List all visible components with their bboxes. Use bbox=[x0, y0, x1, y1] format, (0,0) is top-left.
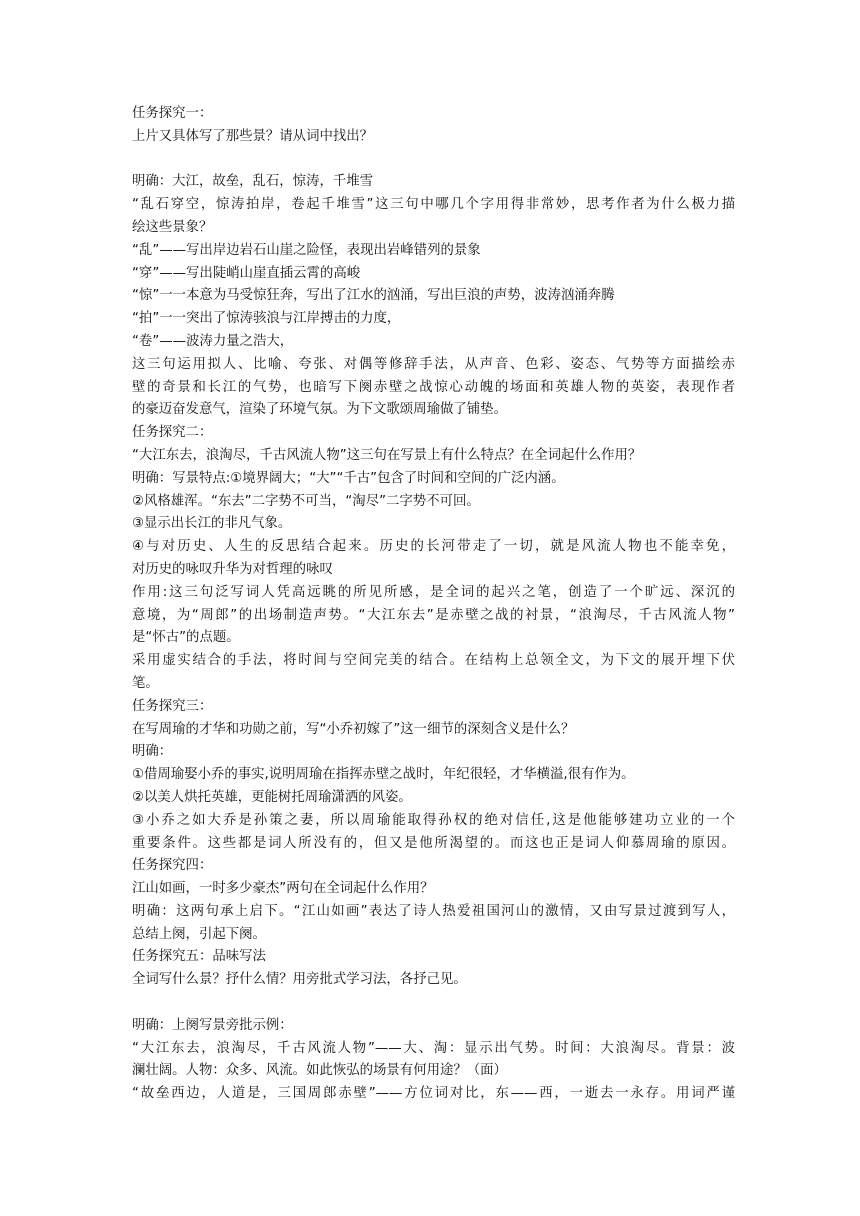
paragraph-line: 澜壮阔。人物：众多、风流。如此恢弘的场景有何用途？（面） bbox=[132, 1063, 507, 1079]
paragraph-line: 壁的奇景和长江的气势，也暗写下阕赤壁之战惊心动魄的场面和英雄人物的英姿，表现作者 bbox=[132, 379, 735, 395]
answer-line: 明确： bbox=[132, 744, 173, 760]
question-line: 江山如画，一时多少豪杰”两句在全词起什么作用？ bbox=[132, 881, 434, 897]
question-line: 在写周瑜的才华和功勋之前，写“小乔初嫁了”这一细节的深刻含义是什么？ bbox=[132, 721, 575, 737]
paragraph-line: 是“怀古”的点题。 bbox=[132, 630, 240, 646]
heading-task-1: 任务探究一： bbox=[132, 106, 213, 121]
paragraph-line: 重要条件。这些都是词人所没有的，但又是他所渴望的。而这也正是词人仰慕周瑜的原因。 bbox=[132, 835, 735, 851]
list-item: ②以美人烘托英雄，更能树托周瑜潇洒的风姿。 bbox=[132, 789, 412, 805]
analysis-line: “拍”一一突出了惊涛骇浪与江岸搏击的力度， bbox=[132, 311, 401, 327]
list-item: ③显示出长江的非凡气象。 bbox=[132, 516, 292, 532]
paragraph-line: “故垒西边，人道是，三国周郎赤壁”——方位词对比，东——西，一逝去一永存。用词严谨 bbox=[132, 1086, 735, 1102]
paragraph-line: 对历史的咏叹升华为对哲理的咏叹 bbox=[132, 561, 333, 577]
answer-line: 明确：大江，故垒，乱石，惊涛，千堆雪 bbox=[132, 174, 374, 190]
analysis-line: “惊”一一本意为马受惊狂奔，写出了江水的汹涌，写出巨浪的声势，波涛汹涌奔腾 bbox=[132, 288, 615, 304]
paragraph-line: 总结上阕，引起下阕。 bbox=[132, 926, 266, 942]
question-line: 上片又具体写了那些景？请从词中找出？ bbox=[132, 128, 374, 144]
paragraph-line: 采用虚实结合的手法，将时间与空间完美的结合。在结构上总领全文，为下文的展开埋下伏 bbox=[132, 653, 735, 669]
heading-task-2: 任务探究二： bbox=[132, 425, 213, 441]
list-item: ③小乔之如大乔是孙策之妻，所以周瑜能取得孙权的绝对信任,这是他能够建功立业的一个 bbox=[132, 812, 735, 828]
document-page bbox=[132, 103, 735, 1106]
analysis-line: “乱”——写出岸边岩石山崖之险怪，表现出岩峰错列的景象 bbox=[132, 242, 481, 258]
heading-task-5: 任务探究五：品味写法 bbox=[132, 949, 266, 965]
blank-line bbox=[132, 992, 735, 1015]
heading-task-3: 任务探究三： bbox=[132, 698, 213, 714]
answer-line: 明确：这两句承上启下。“江山如画”表达了诗人热爱祖国河山的激情，又由写景过渡到写人， bbox=[132, 903, 735, 919]
analysis-line: “卷”——波涛力量之浩大， bbox=[132, 333, 294, 349]
paragraph-line: 意境，为“周郎”的出场制造声势。“大江东去”是赤壁之战的衬景，“浪淘尽，千古风流人物” bbox=[132, 607, 735, 623]
analysis-line: “穿”——写出陡峭山崖直插云霄的高峻 bbox=[132, 265, 361, 281]
question-line: “大江东去，浪淘尽，千古风流人物”这三句在写景上有什么特点？在全词起什么作用？ bbox=[132, 447, 642, 463]
paragraph-line: 这三句运用拟人、比喻、夸张、对偶等修辞手法，从声音、色彩、姿态、气势等方面描绘赤 bbox=[132, 356, 735, 372]
list-item: ④与对历史、人生的反思结合起来。历史的长河带走了一切，就是风流人物也不能幸免， bbox=[132, 539, 735, 555]
question-line: 全词写什么景？抒什么情？用旁批式学习法，各抒己见。 bbox=[132, 972, 467, 988]
paragraph-line: 绘这些景象？ bbox=[132, 219, 213, 235]
list-item: ②风格雄浑。“东去”二字势不可当，“淘尽”二字势不可回。 bbox=[132, 493, 480, 509]
list-item: ①借周瑜娶小乔的事实,说明周瑜在指挥赤壁之战时，年纪很轻，才华横溢,很有作为。 bbox=[132, 767, 635, 783]
paragraph-line: 的豪迈奋发意气，渲染了环境气氛。为下文歌颂周瑜做了铺垫。 bbox=[132, 402, 507, 418]
paragraph-line: 笔。 bbox=[132, 675, 159, 691]
answer-line: 明确：写景特点:①境界阔大；“大”“千古”包含了时间和空间的广泛内涵。 bbox=[132, 470, 565, 486]
answer-line: 明确：上阕写景旁批示例： bbox=[132, 1017, 293, 1033]
paragraph-line: 作用:这三句泛写词人凭高远眺的所见所感，是全词的起兴之笔，创造了一个旷远、深沉的 bbox=[132, 584, 735, 600]
blank-line bbox=[132, 149, 735, 172]
heading-task-4: 任务探究四： bbox=[132, 858, 213, 874]
paragraph-line: “大江东去，浪淘尽，千古风流人物”——大、淘：显示出气势。时间：大浪淘尽。背景：波 bbox=[132, 1040, 735, 1056]
paragraph-line: “乱石穿空，惊涛拍岸，卷起千堆雪”这三句中哪几个字用得非常妙，思考作者为什么极力描 bbox=[132, 197, 735, 213]
